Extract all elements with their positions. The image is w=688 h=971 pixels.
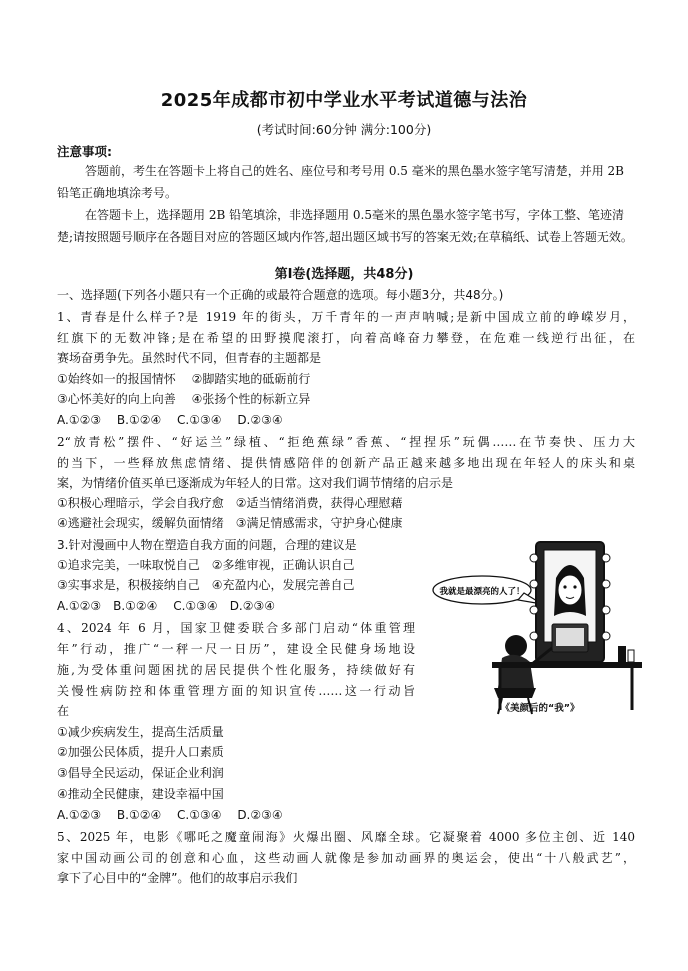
cartoon-caption: 《美颜后的“我”》 <box>500 703 580 714</box>
q4-option-4: ④推动全民健康，建设幸福中国 <box>57 787 224 801</box>
q1-option-row-2: ③心怀美好的向上向善 ④张扬个性的标新立异 <box>57 392 311 406</box>
q2-option-row-1: ①积极心理暗示，学会自我疗愈 ②适当情绪消费，获得心理慰藉 <box>57 496 403 510</box>
q4-option-1: ①减少疾病发生，提高生活质量 <box>57 725 224 739</box>
q1-option-row-1: ①始终如一的报国情怀 ②脚踏实地的砥砺前行 <box>57 372 311 386</box>
q3-choices: A.①②③ B.①②④ C.①③④ D.②③④ <box>57 599 276 613</box>
exam-subtitle: (考试时间:60分钟 满分:100分) <box>256 122 432 137</box>
q4-line-4: 关慢性病防控和体重管理方面的知识宣传……这一行动旨 <box>57 684 415 698</box>
q4-option-2: ②加强公民体质，提升人口素质 <box>57 745 224 759</box>
q5-line-2: 家中国动画公司的创意和心血，这些动画人就像是参加动画界的奥运会，使出“十八般武艺”， <box>57 851 635 865</box>
q3-line-1: 3.针对漫画中人物在塑造自我方面的问题，合理的建议是 <box>57 538 357 552</box>
speech-bubble-text: 我就是最漂亮的人了！ <box>439 587 525 597</box>
q4-line-3: 施,为受体重问题困扰的居民提供个性化服务，持续做好有 <box>57 663 415 677</box>
q2-option-row-2: ④逃避社会现实，缓解负面情绪 ③满足情感需求，守护身心健康 <box>57 516 403 530</box>
section-instruction: 一、选择题(下列各小题只有一个正确的或最符合题意的选项。每小题3分，共48分。) <box>57 288 504 302</box>
notes-paragraph-2: 在答题卡上，选择题用 2B 铅笔填涂，非选择题用 0.5毫米的黑色墨水签字笔书写，字体工整、笔迹清楚;请按照题号顺序在各题目对应的答题区域内作答,超出题区域书写的答案无效;在草稿纸、试卷上答题无效。 <box>57 208 633 244</box>
q5-line-1: 5、2025 年，电影《哪吒之魔童闹海》火爆出圈、风靡全球。它凝聚着 4000 多位主创、近 140 <box>57 830 635 844</box>
exam-title: 2025年成都市初中学业水平考试道德与法治 <box>160 90 528 111</box>
q2-line-1: 2“放青松”摆件、“好运兰”绿植、“拒绝蕉绿”香蕉、“捏捏乐”玩偶……在节奏快、压力大 <box>57 435 635 449</box>
q3-option-row-2: ③实事求是，积极接纳自己 ④充盈内心，发展完善自己 <box>57 578 355 592</box>
notes-paragraph-1: 答题前，考生在答题卡上将自己的姓名、座位号和考号用 0.5 毫米的黑色墨水签字笔写清楚，并用 2B 铅笔正确地填涂考号。 <box>57 164 624 200</box>
q1-choices: A.①②③ B.①②④ C.①③④ D.②③④ <box>57 413 283 427</box>
q4-line-2: 年”行动，推广“一秤一尺一日历”，建设全民健身场地设 <box>57 642 415 656</box>
q1-line-2: 红旗下的无数冲锋;是在希望的田野摸爬滚打，向着高峰奋力攀登，在危难一线逆行出征，在 <box>57 331 635 345</box>
q4-line-1: 4、2024 年 6 月，国家卫健委联合多部门启动“体重管理 <box>57 621 415 635</box>
q4-line-5: 在 <box>57 704 70 718</box>
notes-heading: 注意事项: <box>57 144 112 159</box>
q4-choices: A.①②③ B.①②④ C.①③④ D.②③④ <box>57 808 283 822</box>
q5-line-3: 拿下了心目中的“金牌”。他们的故事启示我们 <box>57 871 298 885</box>
q3-option-row-1: ①追求完美，一味取悦自己 ②多维审视，正确认识自己 <box>57 558 355 572</box>
q2-line-3: 案，为情绪价值买单已逐渐成为年轻人的日常。这对我们调节情绪的启示是 <box>57 476 454 490</box>
q2-line-2: 的当下，一些释放焦虑情绪、提供情感陪伴的创新产品正越来越多地出现在年轻人的床头和桌 <box>57 456 635 470</box>
q1-line-1: 1、青春是什么样子?是 1919 年的街头，万千青年的一声声呐喊;是新中国成立前的峥嵘岁月， <box>57 310 635 324</box>
q1-line-3: 赛场奋勇争先。虽然时代不同，但青春的主题都是 <box>57 351 322 365</box>
cartoon-illustration <box>432 538 644 716</box>
section-title: 第Ⅰ卷(选择题，共48分) <box>274 267 414 282</box>
q4-option-3: ③倡导全民运动，保证企业利润 <box>57 766 224 780</box>
